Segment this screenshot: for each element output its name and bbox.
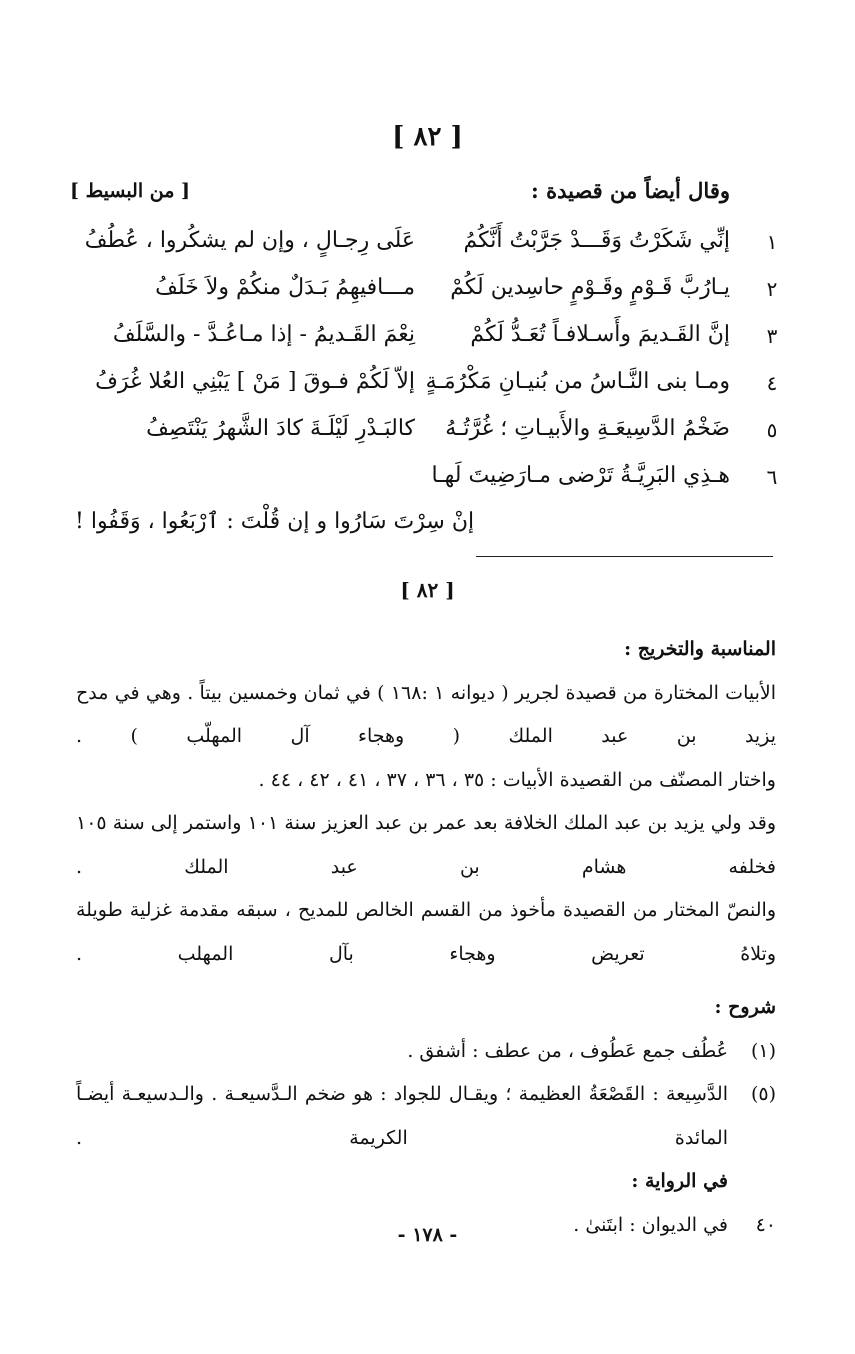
verse-number: ٣ (766, 324, 778, 348)
poem-verses (60, 224, 790, 551)
verse-number: ٤ (766, 371, 778, 395)
meter-label: [ من البسيط ] (70, 180, 190, 202)
narration-section (76, 1160, 776, 1204)
verse-second-hemistich: مـــافيهِمُ بَـدَلٌ منكُمْ ولاَ خَلَفُ (155, 275, 415, 300)
verse-number: ١ (766, 230, 778, 254)
verse-first-hemistich: ومـا بنى النَّـاسُ من بُنيـانِ مَكْرُمَـةٍ (425, 369, 730, 394)
verse-number: ٦ (766, 465, 778, 489)
intro-lead: وقال أيضاً من قصيدة : (531, 178, 730, 203)
verse-line (60, 412, 790, 459)
section-divider (476, 556, 773, 557)
verse-second-hemistich: نِعْمَ القَـديمُ - إذا مـاعُـدَّ - والسَّلَفُ (112, 322, 415, 347)
paragraph: الأبيات المختارة من قصيدة لجرير ( ديوانه ١ :١٦٨ ) في ثمان وخمسين بيتاً . وهي في مدح يزيد بن عبد الملك ( وهجاء آل المهلّب ) . (76, 681, 776, 747)
note-marker: ٤٠ (755, 1213, 776, 1236)
note-text: في الديوان : ابتَنىٰ . (573, 1213, 728, 1236)
occasion-section-title: المناسبة والتخريج : (624, 638, 776, 660)
commentary-body (76, 628, 776, 1247)
poem-number-heading: [ ٨٢ ] (392, 122, 463, 152)
verse-number: ٥ (766, 418, 778, 442)
note-text: الدَّسِيعة : القَصْعَةُ العظيمة ؛ ويقـال للجواد : هو ضخم الـدَّسيعـة . والـدسيعـة أيضـاً المائدة الكريمة . (76, 1083, 728, 1149)
verse-line (60, 271, 790, 318)
paragraph: واختار المصنّف من القصيدة الأبيات : ٣٥ ، ٣٦ ، ٣٧ ، ٤١ ، ٤٢ ، ٤٤ . (258, 768, 776, 791)
narration-section-title: في الرواية : (631, 1170, 728, 1192)
verse-line (60, 365, 790, 412)
paragraph: والنصّ المختار من القصيدة مأخوذ من القسم الخالص للمديح ، سبقه مقدمة غزلية طويلة وتلاهُ تعريض وهجاء بآل المهلب . (76, 899, 776, 965)
note-item (76, 1030, 776, 1074)
verse-first-hemistich: إنِّي شَكَرْتُ وَقَـــدْ جَرَّبْتُ أَنَّكُمُ (463, 228, 730, 253)
verse-line (60, 224, 790, 271)
note-item (76, 1073, 776, 1160)
verse-second-hemistich: إلاّ لَكُمْ فـوقَ [ مَنْ ] يَبْنِي العُلا غُرَفُ (95, 369, 415, 394)
verse-first-hemistich: ضَخْمُ الدَّسِيعَـةِ والأَبيـاتِ ؛ غُرَّتُـهُ (445, 416, 730, 441)
verse-line (60, 459, 790, 551)
verse-first-hemistich: يـارُبَّ قَـوْمٍ وقَـوْمٍ حاسِدين لَكُمْ (450, 275, 730, 300)
verse-second-hemistich: كالبَـدْرِ لَيْلَـةَ كادَ الشَّهرُ يَنْتَصِفُ (146, 416, 415, 441)
verse-line (60, 318, 790, 365)
verse-first-hemistich: إنَّ القَـديمَ وأَسـلافـاً تُعَـدُّ لَكُمْ (470, 322, 730, 347)
note-marker: (٥) (750, 1083, 776, 1105)
verse-second-hemistich: إنْ سِرْتَ سَارُوا و إن قُلْتَ : ٱرْبَعُوا ، وَقَفُوا ! (75, 509, 475, 534)
explanations-section-title: شروح : (714, 996, 776, 1018)
verse-number: ٢ (766, 277, 778, 301)
paragraph: وقد ولي يزيد بن عبد الملك الخلافة بعد عمر بن عبد العزيز سنة ١٠١ واستمر إلى سنة ١٠٥ فخلفه هشام بن عبد الملك . (76, 812, 776, 878)
verse-second-hemistich: عَلَى رِجـالٍ ، وإن لم يشكُروا ، عُطُفُ (84, 228, 415, 253)
page-number: - ١٧٨ - (397, 1224, 458, 1246)
commentary-heading: [ ٨٢ ] (400, 578, 455, 602)
note-marker: (١) (750, 1039, 776, 1062)
verse-first-hemistich: هـذِي البَرِيَّـةُ تَرْضى مـارَضِيتَ لَهـا (431, 463, 730, 488)
note-text: عُطُف جمع عَطُوف ، من عطف : أشفق . (407, 1039, 728, 1062)
poem-intro (70, 178, 730, 218)
